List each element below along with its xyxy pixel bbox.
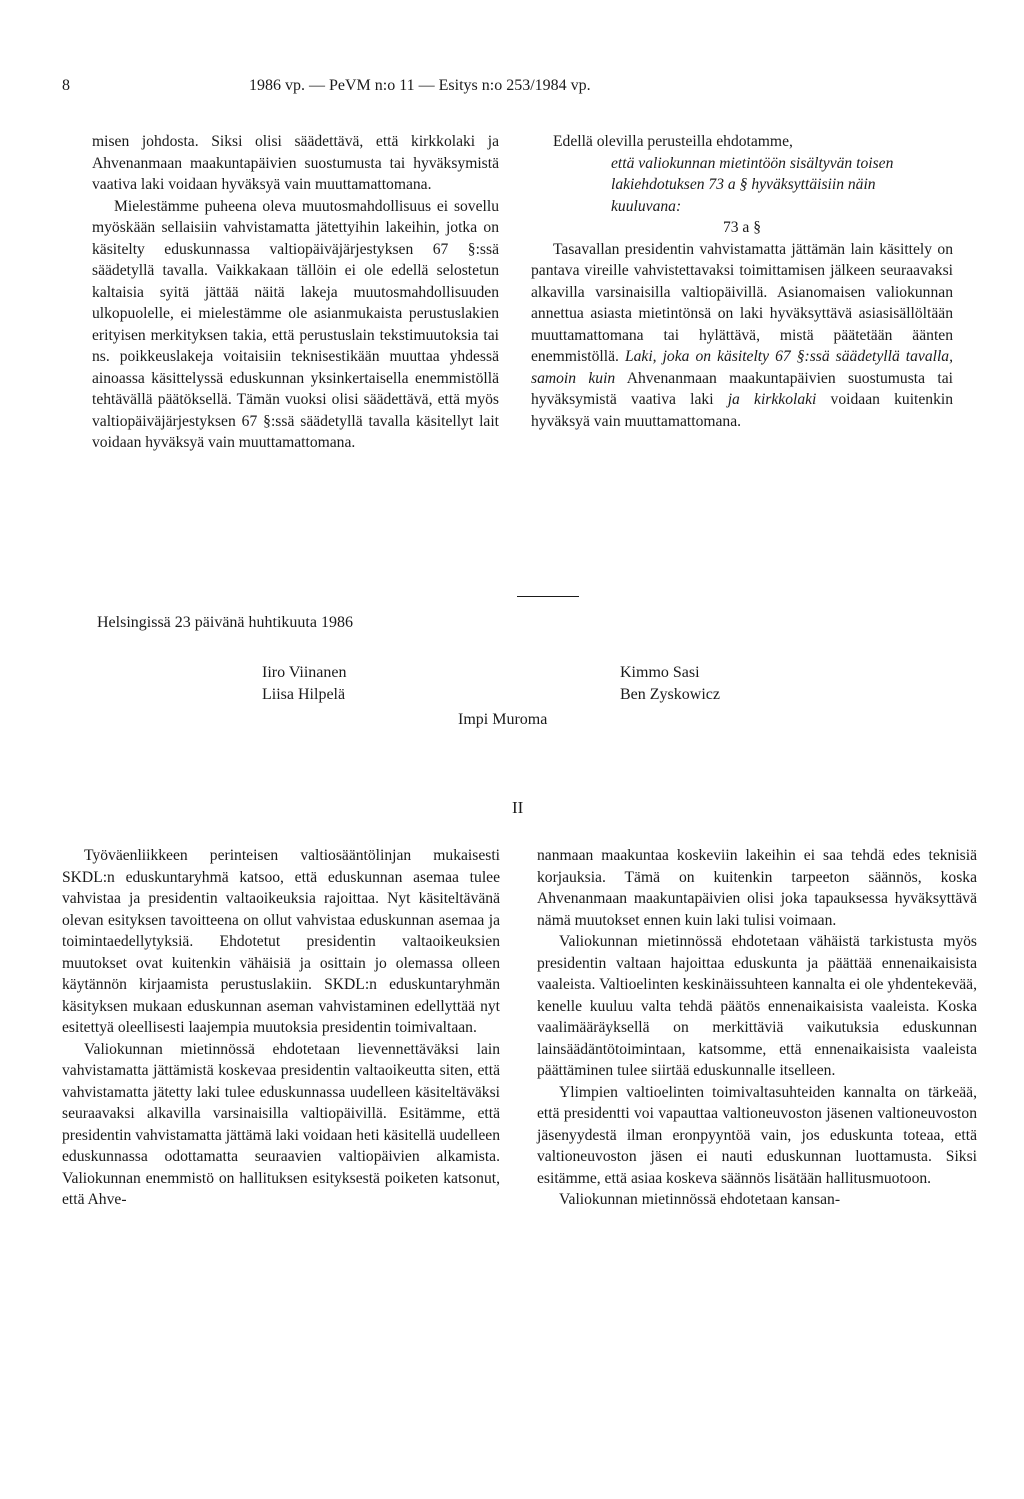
page-number: 8: [62, 77, 70, 94]
section-text-part: Tasavallan presidentin vahvistamatta jättämän lain käsittely on pantava vireille vahvistettavaksi toimittamisen jälkeen seuraavaksi alkavilla varsinaisilla valtiopäivillä. Asianomaisen valiokunnan annettua asiasta mietintönsä on laki hyväksyttävä asiasisällöltään muuttamattomana tai hylättävä, mistä päätetään äänten enemmistöllä.: [531, 240, 953, 365]
section-text-part: Ahvenanmaan maakuntapäivien suostumusta tai hyväksymistä vaativa laki: [531, 369, 953, 408]
section-italic-part: Laki, joka on käsitelty 67 §:ssä säädetyllä tavalla, samoin kuin: [531, 348, 954, 387]
left-column-top: [92, 131, 499, 454]
paragraph: Valiokunnan mietinnössä ehdotetaan vähäistä tarkistusta myös presidentin valtaan hajoittaa eduskunta ja päättää ennenaikaisista vaaleista. Valtioelinten keskinäissuhteen kannalta ei ole yhdentekevää, kenelle kuuluu valta tehdä päätös ennenaikaisista vaaleista. Koska vaalimääräyksellä on merkittäviä vaikutuksia eduskunnan lainsäädäntötoimintaan, katsomme, että ennenaikaisista vaaleista päättäminen tulee siirtää eduskunnalle itselleen.: [537, 933, 977, 1079]
paragraph: Ylimpien valtioelinten toimivaltasuhteiden kannalta on tärkeää, että presidentti voi vapauttaa valtioneuvoston jäsenen valtioneuvoston jäsenyydestä ilman eronpyyntöä vain, jos eduskunta toteaa, että valtioneuvoston jäsen ei nauti eduskunnan luottamusta. Siksi esitämme, että asiaa koskeva säännös lisätään hallitusmuotoon.: [537, 1083, 977, 1187]
proposal-lead: Edellä olevilla perusteilla ehdotamme,: [553, 133, 793, 150]
signatory-name: Ben Zyskowicz: [620, 686, 720, 703]
paragraph: nanmaan maakuntaa koskeviin lakeihin ei saa tehdä edes teknisiä korjauksia. Tämä on kuitenkin tarpeeton säännös, koska Ahvenanmaan maakuntapäivien olisi joka tapauksessa hyväksyttävä nämä muutokset ennen kuin laki tulisi voimaan.: [537, 847, 977, 929]
signatory-name: Iiro Viinanen: [262, 664, 347, 681]
section-number: II: [512, 798, 524, 817]
paragraph: Valiokunnan mietinnössä ehdotetaan lievennettäväksi lain vahvistamatta jättämistä koskevaa presidentin valtaoikeutta siten, että vahvistamatta jätetty laki tulee eduskunnassa uudelleen käsiteltäväksi seuraavaksi alkavilla varsinaisilla valtiopäivillä. Esitämme, että presidentin vahvistamatta jättämä laki voidaan heti käsitellä uudelleen eduskunnassa odottamatta seuraavien valtiopäivien alkamista. Valiokunnan enemmistö on hallituksen esityksestä poiketen katsonut, että Ahve-: [62, 1040, 500, 1208]
place-date: Helsingissä 23 päivänä huhtikuuta 1986: [97, 614, 353, 631]
signatures-left: [262, 662, 347, 706]
signatures-right: [620, 662, 720, 706]
right-column-bottom: [537, 845, 977, 1211]
running-title: 1986 vp. — PeVM n:o 11 — Esitys n:o 253/1984 vp.: [249, 77, 591, 94]
section-text-part: voidaan kuitenkin hyväksyä vain muuttamattomana.: [531, 391, 954, 430]
paragraph: Valiokunnan mietinnössä ehdotetaan kansan-: [559, 1191, 841, 1208]
paragraph: misen johdosta. Siksi olisi säädettävä, että kirkkolaki ja Ahvenanmaan maakuntapäivien suostumusta tai hyväksymistä vaativa laki voidaan hyväksyä vain muuttamattomana.: [92, 133, 499, 193]
section-text: [531, 239, 953, 433]
proposal-statement: että valiokunnan mietintöön sisältyvän toisen lakiehdotuksen 73 a § hyväksyttäisiin näin kuuluvana:: [611, 154, 894, 215]
signatures-center: [458, 709, 547, 731]
right-column-top: [531, 131, 953, 432]
signatory-name: Liisa Hilpelä: [262, 686, 346, 703]
left-column-bottom: [62, 845, 500, 1211]
section-heading: 73 a §: [722, 219, 762, 236]
signatory-name: Impi Muroma: [458, 711, 548, 728]
paragraph: Mielestämme puheena oleva muutosmahdollisuus ei sovellu myöskään sellaisiin vahvistamatta jätettyihin lakeihin, jotka on käsitelty eduskunnassa valtiopäiväjärjestyksen 67 §:ssä säädetyllä tavalla. Vaikkakaan tällöin ei ole edellä selostetun kaltaisia syitä jättää näitä lakeja muutosmahdollisuuden ulkopuolelle, ei mielestämme ole asianmukaista perustuslakien erityisen merkityksen takia, että perustuslain tekstimuutoksia tai ns. poikkeuslakeja voitaisiin teknisestikään muuttaa yhdessä ainoassa käsittelyssä eduskunnan yksinkertaisella enemmistöllä tehtävällä päätöksellä. Tämän vuoksi olisi säädettävä, että myös valtiopäiväjärjestyksen 67 §:ssä säädetyllä tavalla käsitellyt lait voidaan hyväksyä vain muuttamattomana.: [92, 197, 499, 451]
paragraph: Työväenliikkeen perinteisen valtiosääntölinjan mukaisesti SKDL:n eduskuntaryhmä katsoo, että eduskunnan asemaa tulee vahvistaa ja presidentin valtaoikeuksia rajoittaa. Nyt käsiteltävänä olevan esityksen tavoitteena on ollut vahvistaa eduskunnan asemaa ja toimintaedellytyksiä. Ehdotetut presidentin valtaoikeuksien muutokset ovat kuitenkin vähäisiä ja osittain jo olemassa olleen käytännön kirjaamista perustuslakiin. SKDL:n eduskuntaryhmän käsityksen mukaan eduskunnan aseman vahvistaminen edellyttää nyt esitettyä oleellisesti laajempia muutoksia presidentin toimivaltaan.: [62, 847, 500, 1036]
signatory-name: Kimmo Sasi: [620, 664, 700, 681]
divider-rule: [517, 596, 579, 597]
section-italic-part: ja kirkkolaki: [727, 391, 817, 408]
